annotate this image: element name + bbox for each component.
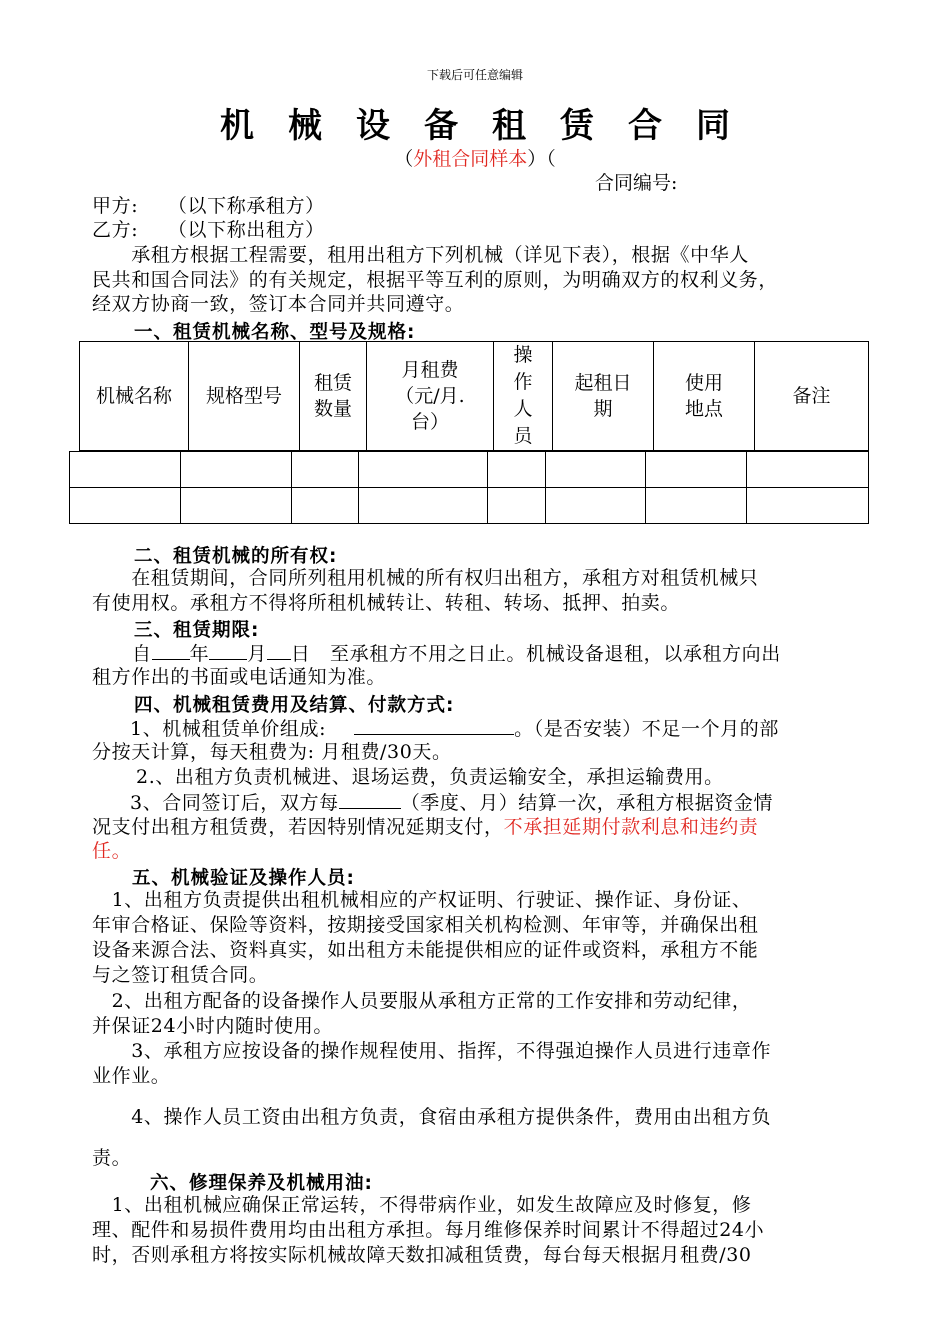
page-title: 机 械 设 备 租 赁 合 同 bbox=[220, 106, 730, 146]
table-row bbox=[70, 452, 869, 488]
subtitle-text: 外租合同样本 bbox=[413, 148, 528, 170]
s5-item-4-line-2: 责。 bbox=[92, 1147, 132, 1169]
col-remark: 备注 bbox=[755, 342, 869, 451]
s5-item-3-line-2: 业作业。 bbox=[92, 1065, 171, 1087]
s5-item-2-line-1: 2、出租方配备的设备操作人员要服从承租方正常的工作安排和劳动纪律， bbox=[92, 990, 752, 1012]
col-location: 使用 地点 bbox=[654, 342, 755, 451]
header-note: 下载后可任意编辑 bbox=[426, 68, 523, 82]
table-cell[interactable] bbox=[546, 452, 646, 488]
s6-line-1: 1、出租机械应确保正常运转，不得带病作业，如发生故障应及时修复，修 bbox=[92, 1194, 752, 1216]
section-2-heading: 二、租赁机械的所有权: bbox=[134, 546, 338, 567]
s4-item-3-cont: 况支付出租方租赁费，若因特别情况延期支付，不承担延期付款利息和违约责 bbox=[92, 816, 759, 838]
col-quantity: 租赁 数量 bbox=[300, 342, 367, 451]
table-cell[interactable] bbox=[359, 452, 488, 488]
s4-item-2: 2.、出租方负责机械进、退场运费，负责运输安全，承担运输费用。 bbox=[136, 766, 724, 788]
col-model: 规格型号 bbox=[189, 342, 300, 451]
section-4-heading: 四、机械租赁费用及结算、付款方式: bbox=[134, 695, 455, 716]
contract-number-label: 合同编号: bbox=[595, 172, 678, 194]
section-3-heading: 三、租赁期限: bbox=[134, 620, 260, 641]
table-cell[interactable] bbox=[181, 488, 292, 524]
intro-line-3: 经双方协商一致，签订本合同并共同遵守。 bbox=[92, 293, 465, 315]
table-cell[interactable] bbox=[181, 452, 292, 488]
s6-line-3: 时，否则承租方将按实际机械故障天数扣减租赁费，每台每天根据月租费/30 bbox=[92, 1244, 752, 1266]
table-cell[interactable] bbox=[488, 488, 546, 524]
table-cell[interactable] bbox=[546, 488, 646, 524]
subtitle-open: （ bbox=[394, 148, 414, 170]
s2-line-2: 有使用权。承租方不得将所租机械转让、转租、转场、抵押、拍卖。 bbox=[92, 592, 681, 614]
table-cell[interactable] bbox=[747, 488, 869, 524]
s5-item-3-line-1: 3、承租方应按设备的操作规程使用、指挥，不得强迫操作人员进行违章作 bbox=[92, 1040, 772, 1062]
party-a: 甲方: （以下称承租方） bbox=[92, 195, 325, 217]
party-b: 乙方: （以下称出租方） bbox=[92, 219, 325, 241]
col-monthly-fee: 月租费 （元/月. 台） bbox=[367, 342, 494, 451]
intro-line-1: 承租方根据工程需要，租用出租方下列机械（详见下表），根据《中华人 bbox=[92, 244, 749, 266]
section-5-heading: 五、机械验证及操作人员: bbox=[132, 868, 355, 889]
col-operator: 操 作 人 员 bbox=[494, 342, 553, 451]
table-cell[interactable] bbox=[292, 452, 359, 488]
s4-item-3-end: 任。 bbox=[92, 840, 132, 862]
s5-line-4: 与之签订租赁合同。 bbox=[92, 964, 269, 986]
table-cell[interactable] bbox=[646, 452, 747, 488]
s2-line-1: 在租赁期间，合同所列租用机械的所有权归出租方，承租方对租赁机械只 bbox=[92, 567, 759, 589]
s5-item-2-line-2: 并保证24小时内随时使用。 bbox=[92, 1015, 333, 1037]
table-cell[interactable] bbox=[359, 488, 488, 524]
s4-item-1: 1、机械租赁单价组成: 。（是否安装）不足一个月的部 bbox=[130, 718, 779, 740]
s3-line-1: 自 年 月 日 至承租方不用之日止。机械设备退租，以承租方向出 bbox=[132, 643, 781, 665]
table-cell[interactable] bbox=[70, 488, 181, 524]
s5-line-2: 年审合格证、保险等资料，按期接受国家相关机构检测、年审等，并确保出租 bbox=[92, 914, 759, 936]
subtitle bbox=[0, 144, 950, 171]
s5-item-4-line-1: 4、操作人员工资由出租方负责，食宿由承租方提供条件，费用由出租方负 bbox=[92, 1106, 772, 1128]
s6-line-2: 理、配件和易损件费用均由出租方承担。每月维修保养时间累计不得超过24小 bbox=[92, 1219, 765, 1241]
col-machine-name: 机械名称 bbox=[80, 342, 189, 451]
s3-line-2: 租方作出的书面或电话通知为准。 bbox=[92, 666, 387, 688]
section-1-heading: 一、租赁机械名称、型号及规格: bbox=[134, 322, 416, 343]
s4-item-3: 3、合同签订后，双方每 （季度、月）结算一次，承租方根据资金情 bbox=[130, 792, 774, 814]
table-cell[interactable] bbox=[488, 452, 546, 488]
section-6-heading: 六、修理保养及机械用油: bbox=[150, 1173, 373, 1194]
s4-item-1-cont: 分按天计算，每天租费为: 月租费/30天。 bbox=[92, 741, 452, 763]
table-cell[interactable] bbox=[292, 488, 359, 524]
table-cell[interactable] bbox=[747, 452, 869, 488]
machine-table-body bbox=[69, 451, 869, 524]
intro-line-2: 民共和国合同法》的有关规定，根据平等互利的原则，为明确双方的权利义务， bbox=[92, 269, 779, 291]
col-start-date: 起租日 期 bbox=[553, 342, 654, 451]
table-cell[interactable] bbox=[70, 452, 181, 488]
table-cell[interactable] bbox=[646, 488, 747, 524]
table-row bbox=[70, 488, 869, 524]
s5-line-3: 设备来源合法、资料真实，如出租方未能提供相应的证件或资料，承租方不能 bbox=[92, 939, 759, 961]
s5-line-1: 1、出租方负责提供出租机械相应的产权证明、行驶证、操作证、身份证、 bbox=[92, 889, 752, 911]
subtitle-close: ）（ bbox=[527, 148, 556, 170]
machine-table-header bbox=[79, 341, 869, 451]
